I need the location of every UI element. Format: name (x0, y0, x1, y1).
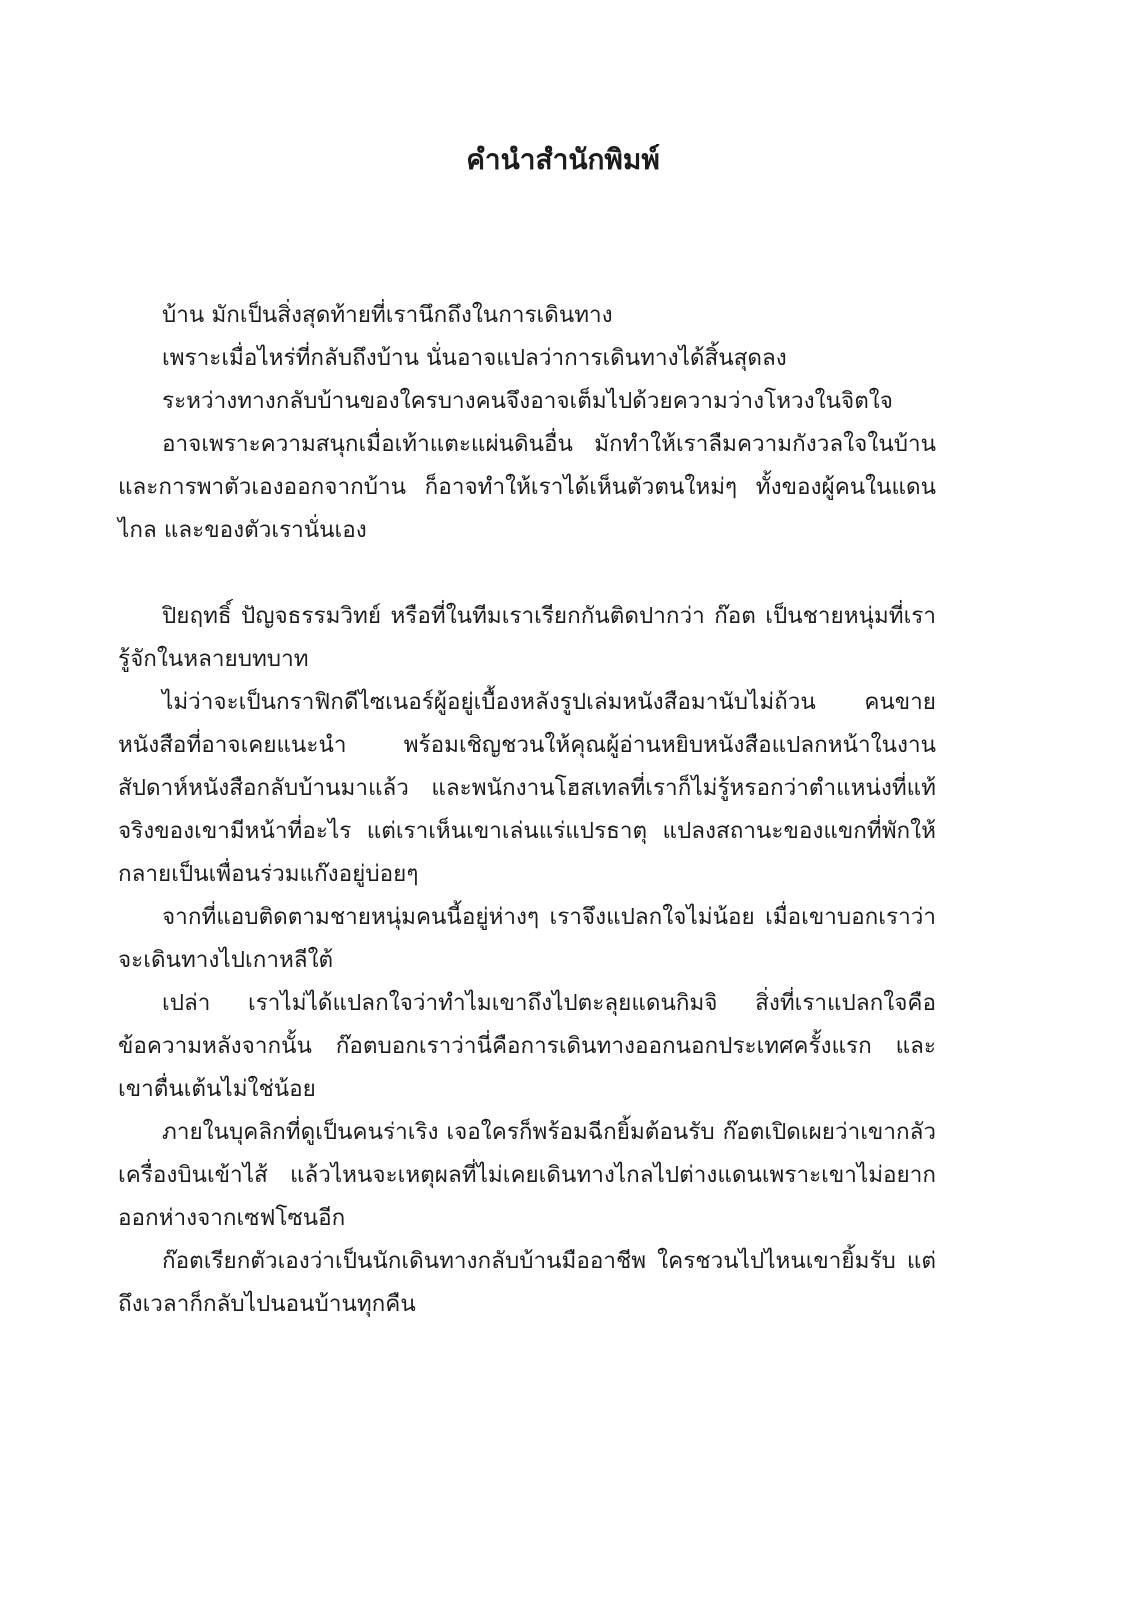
paragraph: เพราะเมื่อไหร่ที่กลับถึงบ้าน นั่นอาจแปลว่าการเดินทางได้สิ้นสุดลง (162, 345, 787, 371)
paragraph: จากที่แอบติดตามชายหนุ่มคนนี้อยู่ห่างๆ เราจึงแปลกใจไม่น้อย เมื่อเขาบอกเราว่า จะเดินทางไปเกาหลีใต้ (118, 904, 936, 973)
paragraph: ก๊อตเรียกตัวเองว่าเป็นนักเดินทางกลับบ้านมืออาชีพ ใครชวนไปไหนเขายิ้มรับ แต่ถึงเวลาก็กลับไปนอนบ้านทุกคืน (118, 1248, 936, 1317)
paragraph: ปิยฤทธิ์ ปัญจธรรมวิทย์ หรือที่ในทีมเราเรียกกันติดปากว่า ก๊อต เป็นชายหนุ่มที่เรารู้จักในหลายบทบาท (118, 603, 936, 672)
page-title: คำนำสำนักพิมพ์ (466, 143, 660, 176)
section-gap (118, 552, 936, 595)
paragraph: เปล่า เราไม่ได้แปลกใจว่าทำไมเขาถึงไปตะลุยแดนกิมจิ สิ่งที่เราแปลกใจคือข้อความหลังจากนั้น ก๊อตบอกเราว่านี่คือการเดินทางออกนอกประเทศครั้งแรก และเขาตื่นเต้นไม่ใช่น้อย (118, 990, 936, 1102)
paragraph: ภายในบุคลิกที่ดูเป็นคนร่าเริง เจอใครก็พร้อมฉีกยิ้มต้อนรับ ก๊อตเปิดเผยว่าเขากลัวเครื่องบินเข้าไส้ แล้วไหนจะเหตุผลที่ไม่เคยเดินทางไกลไปต่างแดนเพราะเขาไม่อยากออกห่างจากเซฟโซนอีก (118, 1119, 936, 1231)
paragraph: บ้าน มักเป็นสิ่งสุดท้ายที่เรานึกถึงในการเดินทาง (162, 302, 613, 328)
foreword-body (118, 294, 936, 1326)
paragraph: อาจเพราะความสนุกเมื่อเท้าแตะแผ่นดินอื่น มักทำให้เราลืมความกังวลใจในบ้าน และการพาตัวเองออกจากบ้าน ก็อาจทำให้เราได้เห็นตัวตนใหม่ๆ ทั้งของผู้คนในแดนไกล และของตัวเรานั่นเอง (118, 431, 936, 543)
paragraph: ระหว่างทางกลับบ้านของใครบางคนจึงอาจเต็มไปด้วยความว่างโหวงในจิตใจ (162, 388, 893, 414)
paragraph: ไม่ว่าจะเป็นกราฟิกดีไซเนอร์ผู้อยู่เบื้องหลังรูปเล่มหนังสือมานับไม่ถ้วน คนขายหนังสือที่อาจเคยแนะนำ พร้อมเชิญชวนให้คุณผู้อ่านหยิบหนังสือแปลกหน้าในงานสัปดาห์หนังสือกลับบ้านมาแล้ว และพนักงานโฮสเทลที่เราก็ไม่รู้หรอกว่าตำแหน่งที่แท้จริงของเขามีหน้าที่อะไร แต่เราเห็นเขาเล่นแร่แปรธาตุ แปลงสถานะของแขกที่พักให้กลายเป็นเพื่อนร่วมแก๊งอยู่บ่อยๆ (118, 689, 936, 887)
